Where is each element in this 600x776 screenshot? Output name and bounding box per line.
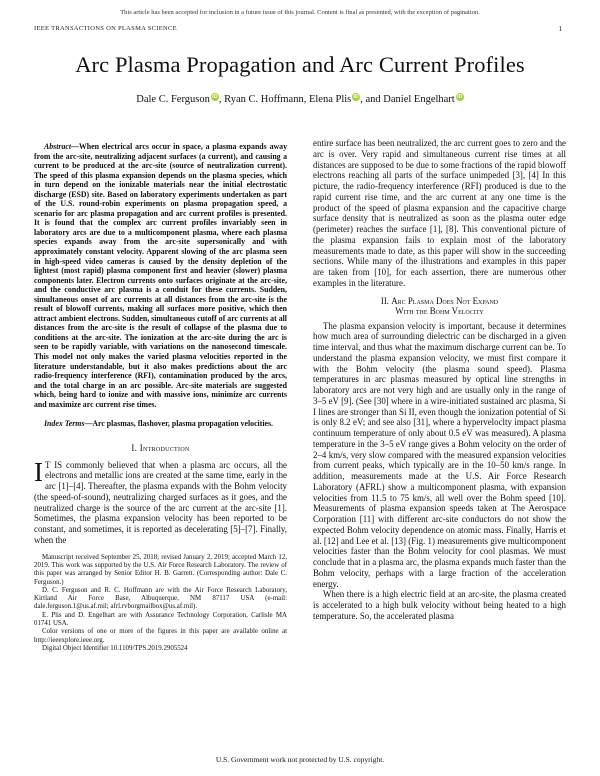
intro-paragraph [34,456,287,546]
footnotes [34,554,287,654]
left-column [34,142,287,653]
orcid-icon[interactable]: iD [212,94,218,100]
footnote-manuscript: Manuscript received September 25, 2018; revised January 2, 2019; accepted March 12, 2019. This work was supported by the U.S. Air Force Research Laboratory. The review of this paper was arranged by Senior Editor H. B. Garrett. (Corresponding author: Dale C. Ferguson.) [34,553,287,586]
abstract-text: —When electrical arcs occur in space, a plasma expands away from the arc-site, neutralizing adjacent surfaces (a current), and causing a current to be produced at the arc-site (source of neutralization current). The speed of this plasma expansion depends on the plasma species, which in turn depend on the ionizable materials near the initial electrostatic discharge (ESD) site. Based on laboratory experiments undertaken as part of the U.S. round-robin experiments on plasma propagation speed, a scenario for arc plasma propagation and arc current profiles is presented. It is found that the complex arc current profiles invariably seen in laboratory arcs are due to a multicomponent plasma, where each plasma species expands away from the arc-site supersonically and with approximately constant velocity. Apparent slowing of the arc plasma seen in high-speed video cameras is caused by the density depletion of the lightest (most rapid) plasma component first and heavier (slower) plasma components later. Electron currents onto surfaces originate at the arc-site, and the conductive arc plasma is a conduit for these currents. Sudden, simultaneous onset of arc currents at all distances from the arc-site is the result of blowoff currents, making all surfaces more positive, which then attract ambient electrons. Sudden, simultaneous cutoff of arc currents at all distances from the arc-site is the result of collapse of the plasma due to conditions at the arc-site. The ionization at the arc-site during the arc is seen to be rapidly variable, with variations on the nanosecond timescale. This model not only makes the varied plasma velocities reported in the literature understandable, but it also makes predictions about the arc radio-frequency interference (RFI), contamination produced by the arcs, and the total charge in an arc possible. Arc-site materials are suggested which, being hard to ionize and with massive ions, minimize arc currents and maximize arc current rise times. [34,142,287,409]
abstract [34,142,287,409]
acceptance-notice: This article has been accepted for inclusion in a future issue of this journal. Content is final as presented, with the exception of pagination. [120,9,480,16]
author-name: Dale C. Ferguson [136,94,210,105]
right-column [313,138,566,622]
author-name: Elena Plis [308,94,352,105]
intro-text: T IS commonly believed that when a plasma arc occurs, all the electrons and metallic ions are created at the same time, early in the arc [1]–[4]. Thereafter, the plasma expands with the Bohm velocity (the speed-of-sound), neutralizing charged surfaces as it goes, and the neutralized charge is the source of the arc current at the arc-site [1]. Sometimes, the plasma expansion velocity has been reported to be constant, and sometimes, it is reported as decelerating [5]–[7]. Finally, when the [34,459,287,545]
footnote-color-versions: Color versions of one or more of the figures in this paper are available online at http://ieeexplore.ieee.org. [34,628,287,644]
index-terms-lead: Index Terms [44,419,85,429]
index-terms [34,419,287,429]
footnote-affiliation-afrl: D. C. Ferguson and R. C. Hoffmann are with the Air Force Research Laboratory, Kirtland Air Force Base, Albuquerque, NM 87117 USA (e-mail: dale.ferguson.1@us.af.mil; afrl.rvborgmailbox@us.af.mil). [34,586,287,611]
author-list [0,93,600,105]
abstract-lead: Abstract [44,142,72,151]
bohm-paragraph-2: When there is a high electric field at an arc-site, the plasma created is accelerated to a high bulk velocity without being heated to a high temperature. So, the accelerated plasma [313,589,566,621]
running-head: IEEE TRANSACTIONS ON PLASMA SCIENCE [34,25,177,32]
intro-continuation: entire surface has been neutralized, the arc current goes to zero and the arc is over. Very rapid and simultaneous current rise times at all distances are supposed to be due to some fractions of the rapid blowoff electrons reaching all parts of the surface unimpeded [3], [4] In this picture, the radio-frequency interference (RFI) produced is due to the rapid current rise time, and the arc current at any one time is the product of the speed of plasma expansion and the capacitive charge surface density that is neutralized as soon as the plasma outer edge (perimeter) reaches the surface [1], [8]. This conventional picture of the plasma expansion fails to explain most of the laboratory measurements made to date, as this paper will show in the succeeding sections. While many of the illustrations and examples in this paper are taken from [10], for each assertion, there are numerous other examples in the literature. [313,138,566,288]
author-name: Daniel Engelhart [383,94,455,105]
paper-title: Arc Plasma Propagation and Arc Current Profiles [75,52,525,77]
author-name: Ryan C. Hoffmann [224,94,304,105]
bohm-paragraph-1: The plasma expansion velocity is important, because it determines how much area of surrounding dielectric can be discharged in a given time interval, and thus what the maximum discharge current can be. To understand the plasma expansion velocity, we must first compare it with the Bohm velocity (the plasma sound speed). Plasma temperatures in arc plasmas measured by optical line strengths in laboratory arcs are not very high and are usually only in the range of 3–5 eV [9]. (See [30] where in a wire-initiated sustained arc plasma, Si I lines are stronger than Si II, even though the ionization potential of Si is only 8.2 eV; and see also [31], where a hyperveloclty impact plasma continuum temperature of only about 0.5 eV was measured). A plasma temperature in the 3–5 eV range gives a Bohm velocity on the order of 2–4 km/s, very slow compared with the measured expansion velocities from current peaks, which typically are in the 10–50 km/s range. In addition, measurements made at the U.S. Air Force Research Laboratory (AFRL) show a multicomponent plasma, with expansion velocities from 11.5 to 75 km/s, all well over the Bohm speed [10]. Measurements of plasma expansion speeds taken at The Aerospace Corporation [11] with different arc-site conductors do not show the expected Bohm velocity dependence on atomic mass. Finally, Harris et al. [12] and Lee et al. [13] (Fig. 1) measurements give multicomponent velocities faster than the Bohm velocity for cool plasmas. We must conclude that in a plasma arc, the plasma expands much faster than the Bohm velocity, perhaps with a large fraction of the acceleration energy. [313,320,566,589]
author-separator: , [218,94,225,105]
author-separator: , and [360,94,384,105]
author-separator: , [303,94,309,105]
drop-cap: I [34,456,43,487]
footnote-affiliation-atc: E. Plis and D. Engelhart are with Assurance Technology Corporation, Carlisle MA 01741 USA. [34,611,287,627]
page-number: 1 [558,25,562,33]
section-heading-introduction: I. Introduction [131,442,190,453]
copyright-footer: U.S. Government work not protected by U.S. copyright. [215,755,385,764]
orcid-icon[interactable]: iD [353,94,359,100]
section-heading-bohm: II. Arc Plasma Does Not Expand With the Bohm Velocity [380,295,499,316]
index-terms-text: —Arc plasmas, flashover, plasma propagation velocities. [84,419,274,429]
footnote-doi: Digital Object Identifier 10.1109/TPS.2019.2905524 [42,644,188,652]
orcid-icon[interactable]: iD [456,94,463,100]
